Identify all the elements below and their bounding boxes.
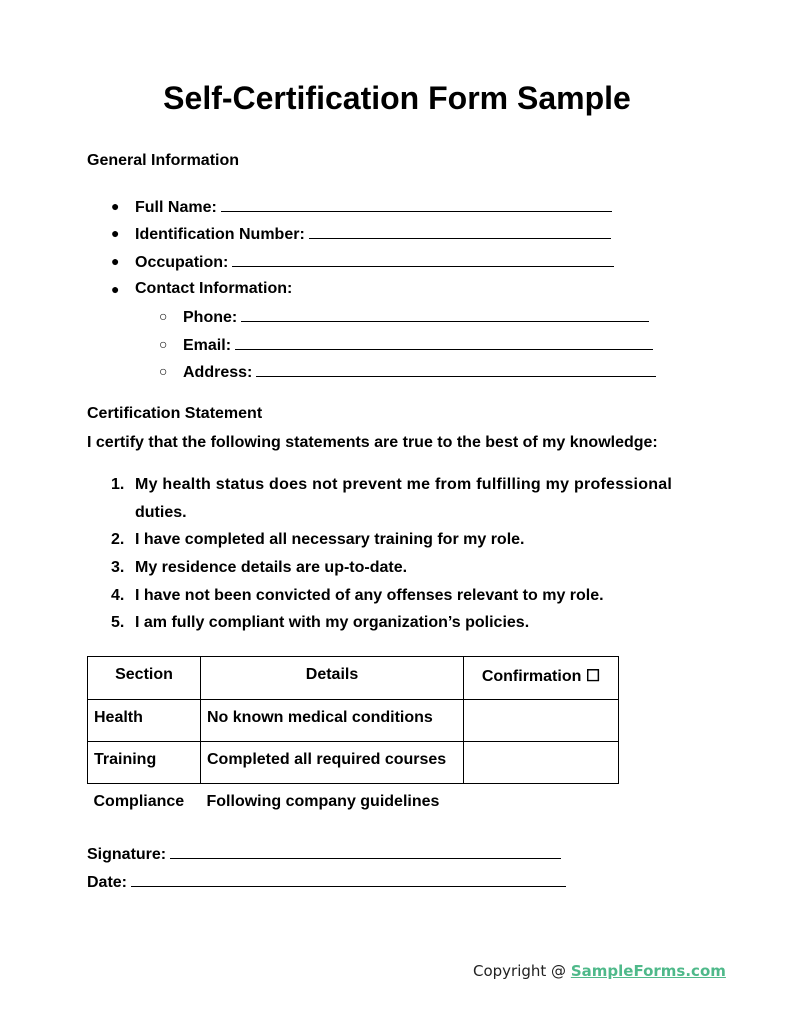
identification-number-field bbox=[135, 223, 611, 245]
phone-blank[interactable] bbox=[241, 306, 649, 322]
copyright-footer bbox=[473, 962, 726, 980]
sampleforms-link[interactable]: SampleForms.com bbox=[570, 962, 726, 980]
cell-confirmation[interactable] bbox=[464, 700, 619, 742]
cell-confirmation[interactable] bbox=[464, 742, 619, 784]
statement-2: I have completed all necessary training for my role. bbox=[135, 531, 525, 548]
certification-statement-heading: Certification Statement bbox=[87, 405, 263, 422]
bullet-icon: ● bbox=[111, 253, 120, 269]
bullet-icon: ● bbox=[111, 281, 120, 297]
document-title: Self-Certification Form Sample bbox=[163, 80, 631, 116]
statement-number: 1. bbox=[111, 476, 125, 493]
date-label: Date: bbox=[87, 874, 128, 891]
address-blank[interactable] bbox=[256, 361, 656, 377]
statement-1-line2: duties. bbox=[135, 504, 187, 521]
general-information-heading: General Information bbox=[87, 152, 240, 169]
hollow-bullet-icon: ○ bbox=[159, 308, 168, 324]
phone-label: Phone: bbox=[183, 309, 238, 326]
header-section: Section bbox=[88, 657, 201, 700]
statement-number: 4. bbox=[111, 587, 125, 604]
occupation-field bbox=[135, 251, 614, 273]
address-label: Address: bbox=[183, 364, 253, 381]
identification-number-blank[interactable] bbox=[309, 223, 611, 239]
statement-5: I am fully compliant with my organization’s policies. bbox=[135, 614, 530, 631]
statement-number: 3. bbox=[111, 559, 125, 576]
full-name-field bbox=[135, 196, 612, 218]
signature-blank[interactable] bbox=[170, 843, 561, 859]
certification-table bbox=[87, 656, 619, 826]
cell-details: Following company guidelines bbox=[206, 793, 440, 810]
cell-details: No known medical conditions bbox=[201, 700, 464, 742]
statement-number: 5. bbox=[111, 614, 125, 631]
hollow-bullet-icon: ○ bbox=[159, 363, 168, 379]
bullet-icon: ● bbox=[111, 225, 120, 241]
statement-4: I have not been convicted of any offenses relevant to my role. bbox=[135, 587, 604, 604]
date-blank[interactable] bbox=[131, 871, 566, 887]
cell-section: Training bbox=[88, 742, 201, 784]
contact-information-field bbox=[135, 279, 292, 299]
occupation-label: Occupation: bbox=[135, 254, 229, 271]
date-field bbox=[87, 871, 566, 893]
statement-number: 2. bbox=[111, 531, 125, 548]
cell-section: Compliance bbox=[93, 793, 185, 810]
statement-3: My residence details are up-to-date. bbox=[135, 559, 408, 576]
header-details: Details bbox=[201, 657, 464, 700]
bullet-icon: ● bbox=[111, 198, 120, 214]
occupation-blank[interactable] bbox=[232, 251, 614, 267]
cell-confirmation[interactable] bbox=[464, 784, 619, 826]
signature-label: Signature: bbox=[87, 846, 167, 863]
identification-number-label: Identification Number: bbox=[135, 226, 305, 243]
cell-details: Completed all required courses bbox=[201, 742, 464, 784]
signature-field bbox=[87, 843, 561, 865]
copyright-text: Copyright @ bbox=[473, 962, 571, 980]
phone-field bbox=[183, 306, 649, 328]
contact-information-label: Contact Information: bbox=[135, 280, 293, 297]
statement-1-line1: My health status does not prevent me from fulfilling my professional bbox=[135, 476, 673, 493]
header-confirmation: Confirmation ☐ bbox=[464, 657, 619, 700]
cell-section: Health bbox=[88, 700, 201, 742]
certification-intro: I certify that the following statements are true to the best of my knowledge: bbox=[87, 434, 658, 451]
email-field bbox=[183, 334, 653, 356]
email-label: Email: bbox=[183, 337, 232, 354]
full-name-label: Full Name: bbox=[135, 199, 217, 216]
email-blank[interactable] bbox=[235, 334, 653, 350]
table-row bbox=[88, 700, 619, 742]
table-row bbox=[88, 742, 619, 784]
hollow-bullet-icon: ○ bbox=[159, 336, 168, 352]
full-name-blank[interactable] bbox=[221, 196, 612, 212]
table-header-row bbox=[88, 657, 619, 700]
address-field bbox=[183, 361, 656, 383]
table-row bbox=[88, 784, 619, 826]
